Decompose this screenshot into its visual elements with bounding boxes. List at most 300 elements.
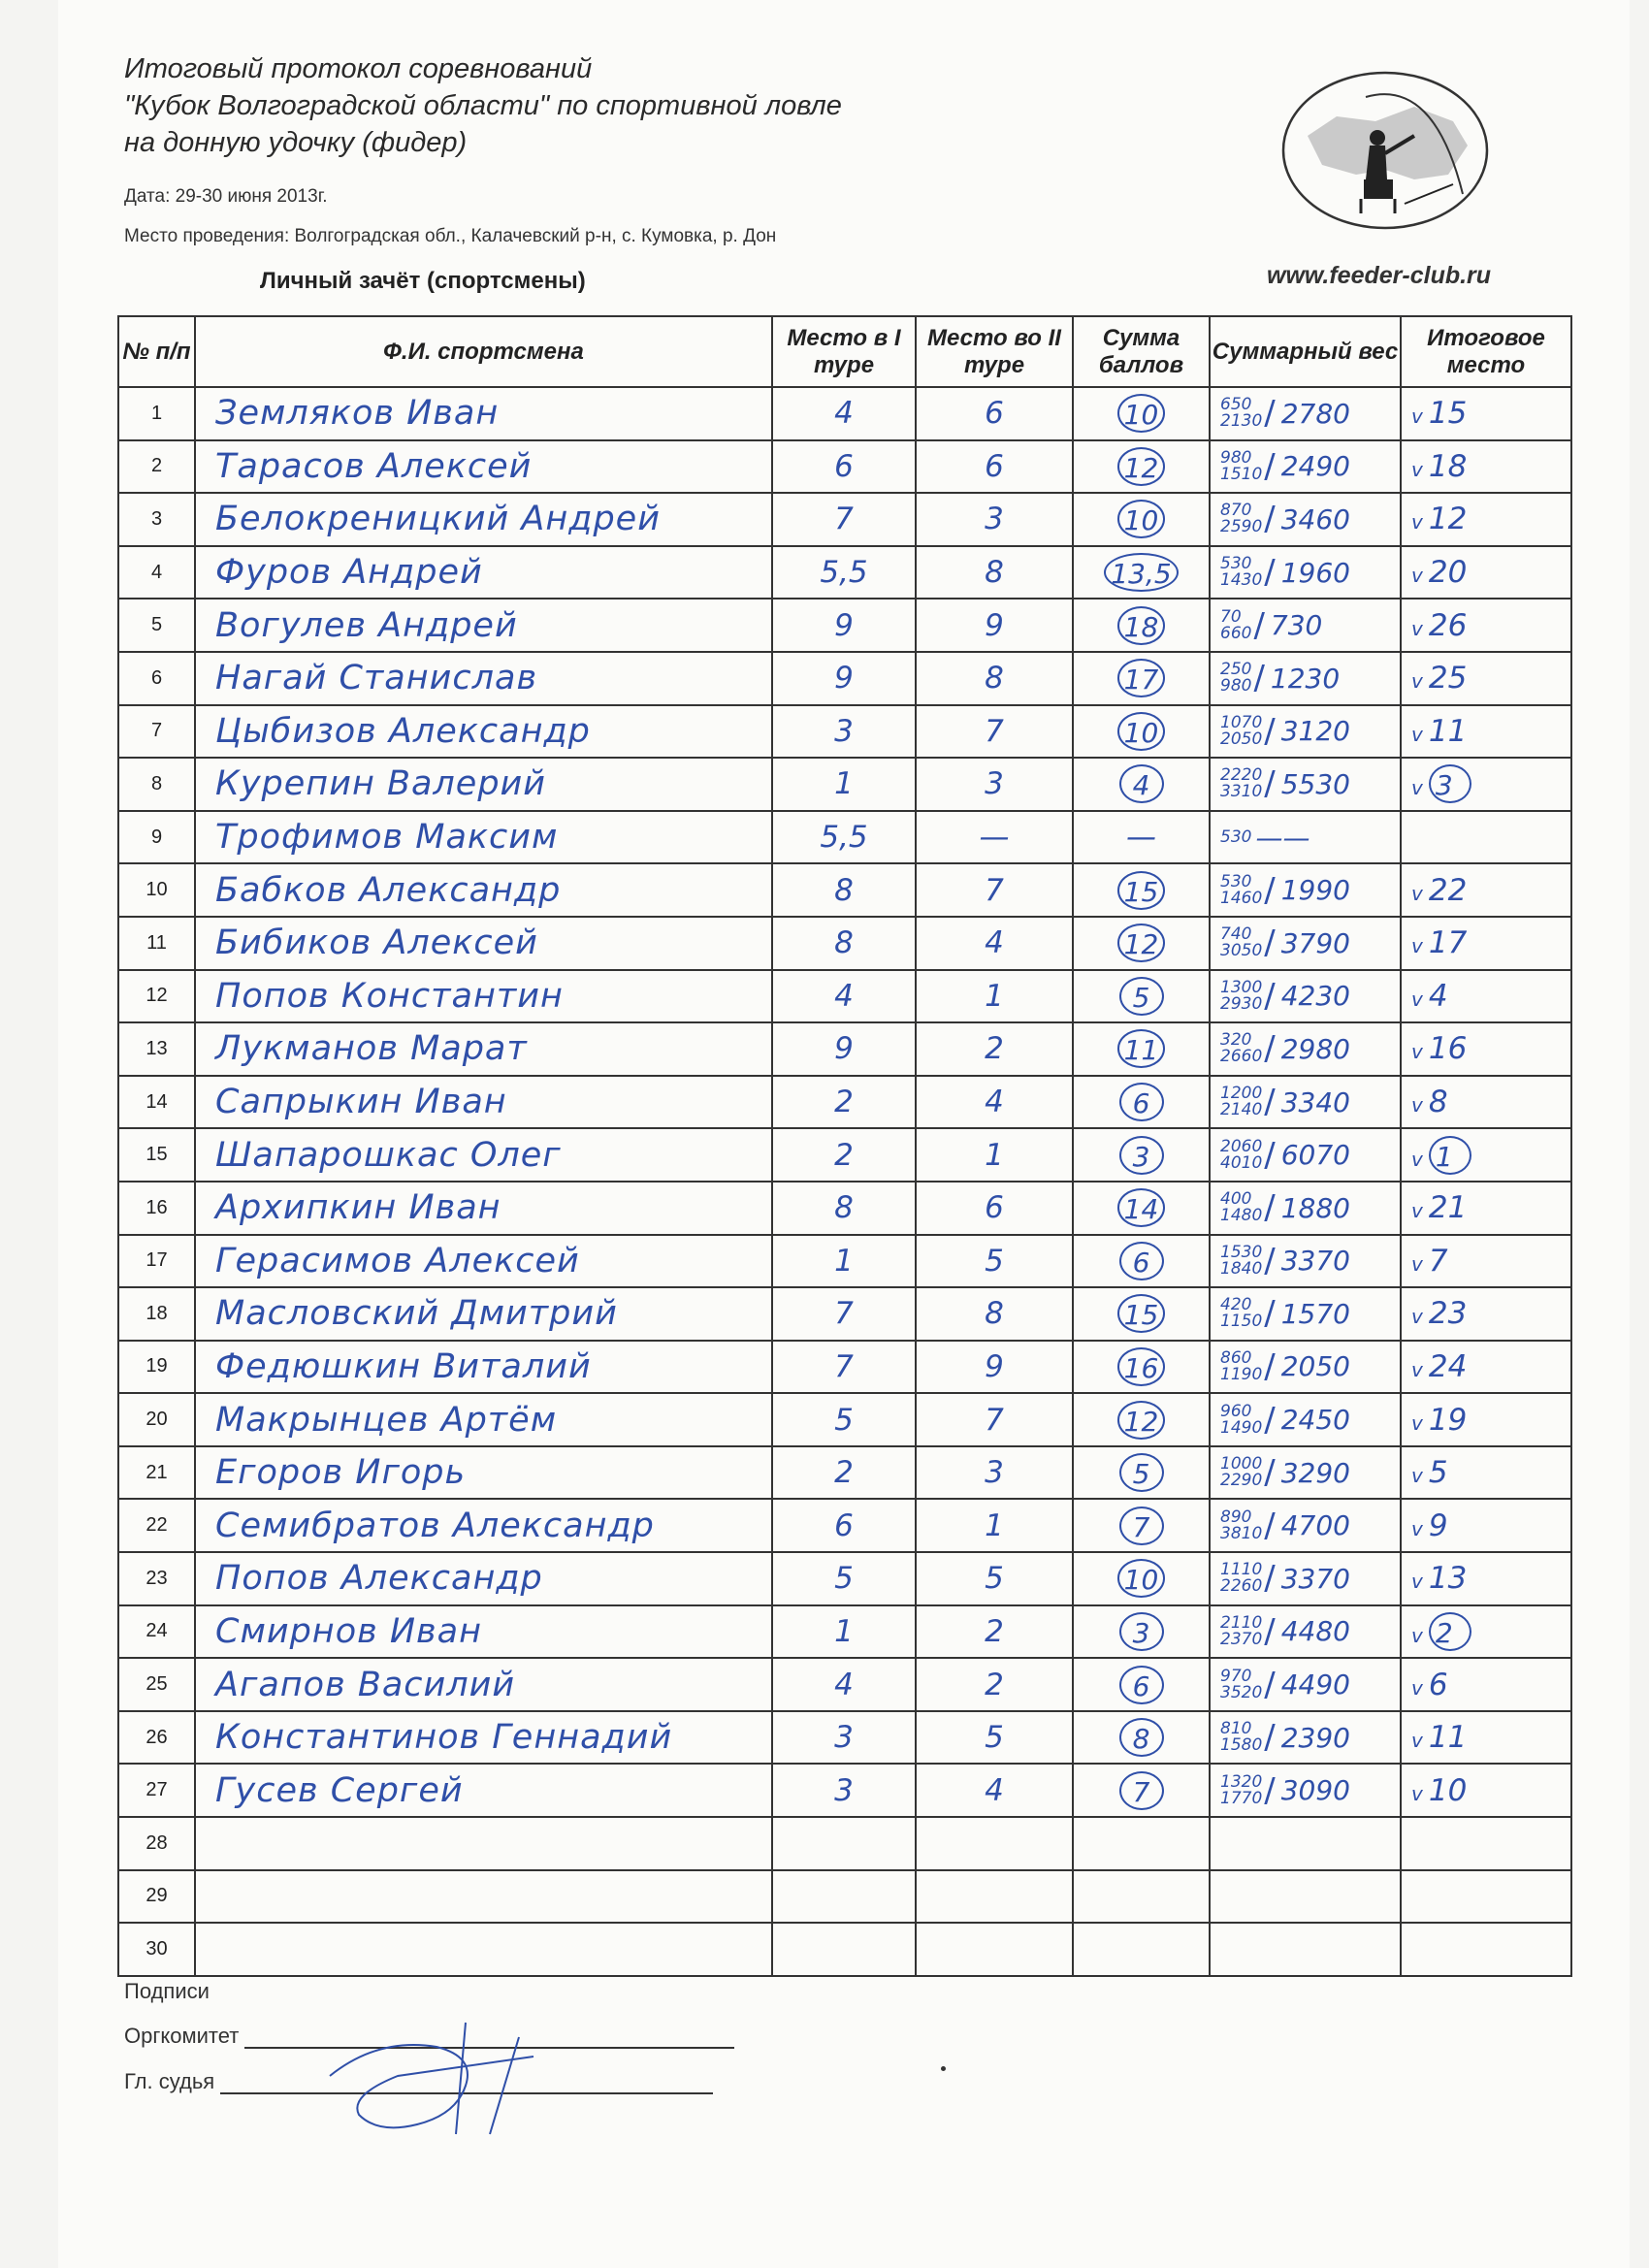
table-row	[118, 1446, 1571, 1500]
cell-final	[1401, 1552, 1571, 1605]
cell-tour1: 1	[772, 1235, 916, 1288]
cell-sum	[1073, 652, 1210, 705]
weight-tour1: 530	[1220, 871, 1252, 891]
cell-tour1: 3	[772, 1711, 916, 1765]
final-value: 3	[1435, 769, 1453, 802]
cell-num: 17	[118, 1235, 195, 1288]
sum-value: 12	[1123, 928, 1159, 961]
cell-weight	[1210, 546, 1401, 599]
cell-name: Константинов Геннадий	[195, 1711, 772, 1765]
cell-sum	[1073, 917, 1210, 970]
sum-circle	[1119, 764, 1164, 803]
cell-num: 6	[118, 652, 195, 705]
sum-circle	[1117, 606, 1166, 645]
table-row	[118, 1235, 1571, 1288]
weight-tour1: 420	[1220, 1295, 1252, 1315]
final-value: 23	[1428, 1296, 1468, 1332]
weight-total: 2050	[1280, 1350, 1350, 1383]
sum-circle	[1117, 1294, 1166, 1333]
sum-circle	[1117, 923, 1166, 962]
cell-weight	[1210, 1341, 1401, 1394]
sum-circle	[1119, 1771, 1164, 1810]
cell-name: Смирнов Иван	[195, 1605, 772, 1659]
weight-total: 2780	[1280, 397, 1350, 430]
weight-tour1: 1000	[1220, 1454, 1263, 1474]
table-row	[118, 705, 1571, 759]
final-value: 22	[1428, 872, 1468, 908]
cell-tour1: 4	[772, 970, 916, 1023]
cell-num: 3	[118, 493, 195, 546]
table-row	[118, 1499, 1571, 1552]
cell-tour2: 9	[916, 1341, 1073, 1394]
sum-value: 15	[1123, 1299, 1159, 1332]
final-value: 13	[1428, 1561, 1468, 1597]
cell-weight	[1210, 1128, 1401, 1182]
cell-tour2: 8	[916, 1287, 1073, 1341]
weight-entry	[1211, 1771, 1400, 1810]
cell-weight	[1210, 1658, 1401, 1711]
check-mark: v	[1411, 1357, 1423, 1381]
weight-entry	[1211, 1718, 1400, 1757]
cell-sum	[1073, 811, 1210, 864]
weight-parts	[1220, 926, 1262, 959]
cell-tour2: 1	[916, 1499, 1073, 1552]
sum-value: 10	[1123, 504, 1159, 537]
weight-slash: /	[1264, 500, 1276, 539]
weight-slash: /	[1264, 1506, 1276, 1545]
cell-name: Белокреницкий Андрей	[195, 493, 772, 546]
table-row	[118, 1923, 1571, 1976]
weight-parts	[1220, 1509, 1262, 1542]
final-value: 10	[1428, 1772, 1468, 1808]
cell-tour1: 5	[772, 1552, 916, 1605]
cell-name: Бибиков Алексей	[195, 917, 772, 970]
cell-name: Семибратов Александр	[195, 1499, 772, 1552]
weight-total: 3370	[1280, 1245, 1350, 1278]
final-circle	[1429, 1136, 1471, 1175]
orgcom-label: Оргкомитет	[124, 2024, 240, 2048]
table-row	[118, 493, 1571, 546]
weight-parts	[1220, 871, 1263, 908]
sum-value: 3	[1132, 1616, 1150, 1649]
cell-weight	[1210, 1287, 1401, 1341]
cell-tour2: 5	[916, 1711, 1073, 1765]
cell-weight	[1210, 599, 1401, 652]
cell-num: 26	[118, 1711, 195, 1765]
weight-total: 3090	[1280, 1774, 1350, 1807]
cell-name: Агапов Василий	[195, 1658, 772, 1711]
cell-name: Нагай Станислав	[195, 652, 772, 705]
weight-total: 1960	[1280, 556, 1350, 589]
cell-num: 30	[118, 1923, 195, 1976]
weight-tour1: 860	[1220, 1347, 1252, 1368]
cell-sum	[1073, 1923, 1210, 1976]
cell-weight	[1210, 1923, 1401, 1976]
weight-total: ——	[1255, 821, 1310, 854]
cell-final	[1401, 1128, 1571, 1182]
weight-total: 3370	[1280, 1562, 1350, 1595]
cell-tour1: 7	[772, 1341, 916, 1394]
weight-tour1: 810	[1220, 1719, 1252, 1739]
sum-circle	[1117, 712, 1166, 751]
cell-final	[1401, 1446, 1571, 1500]
cell-tour1: 6	[772, 1499, 916, 1552]
table-row	[118, 1341, 1571, 1394]
sum-value: 10	[1123, 716, 1159, 749]
cell-final	[1401, 970, 1571, 1023]
table-row	[118, 1182, 1571, 1235]
table-row	[118, 1817, 1571, 1870]
weight-slash: /	[1253, 659, 1265, 698]
cell-tour2	[916, 1817, 1073, 1870]
check-mark: v	[1411, 405, 1423, 429]
cell-name: Шапарошкас Олег	[195, 1128, 772, 1182]
weight-total: 4700	[1280, 1509, 1350, 1542]
cell-name	[195, 1923, 772, 1976]
weight-entry	[1211, 1347, 1400, 1386]
cell-num: 22	[118, 1499, 195, 1552]
check-mark: v	[1411, 1093, 1423, 1118]
weight-tour2: 1770	[1220, 1788, 1263, 1808]
weight-tour2: 1840	[1220, 1258, 1263, 1279]
weight-tour1: 1320	[1220, 1771, 1263, 1792]
table-row	[118, 811, 1571, 864]
weight-parts	[1220, 556, 1262, 589]
final-value: 17	[1428, 925, 1468, 961]
header-weight: Суммарный вес	[1210, 316, 1401, 387]
weight-entry	[1211, 1401, 1400, 1440]
sum-value: 6	[1132, 1087, 1150, 1120]
weight-total: 4230	[1280, 980, 1350, 1013]
table-row	[118, 1605, 1571, 1659]
cell-sum	[1073, 546, 1210, 599]
weight-entry	[1211, 1294, 1400, 1333]
final-circle	[1429, 764, 1471, 803]
check-mark: v	[1411, 669, 1423, 694]
weight-total: 1570	[1280, 1297, 1350, 1330]
header-num: № п/п	[118, 316, 195, 387]
table-row	[118, 599, 1571, 652]
cell-num: 9	[118, 811, 195, 864]
table-row	[118, 1552, 1571, 1605]
weight-total: 5530	[1280, 767, 1350, 800]
weight-entry	[1211, 1507, 1400, 1545]
weight-tour1: 1110	[1220, 1560, 1263, 1580]
weight-tour1: 70	[1220, 606, 1242, 627]
cell-name: Федюшкин Виталий	[195, 1341, 772, 1394]
weight-total: 3290	[1280, 1456, 1350, 1489]
weight-total: 1230	[1270, 662, 1341, 695]
final-value: 16	[1428, 1031, 1468, 1067]
cell-final	[1401, 493, 1571, 546]
cell-tour1: 8	[772, 863, 916, 917]
cell-tour2: 5	[916, 1552, 1073, 1605]
weight-parts	[1220, 1562, 1262, 1595]
weight-tour2: 1480	[1220, 1206, 1263, 1226]
weight-tour2: 3050	[1220, 941, 1263, 961]
weight-entry	[1211, 871, 1400, 910]
table-row	[118, 440, 1571, 494]
weight-parts	[1220, 1721, 1262, 1754]
weight-parts	[1220, 662, 1251, 695]
weight-tour2: 4010	[1220, 1152, 1263, 1173]
cell-weight	[1210, 1817, 1401, 1870]
weight-entry	[1211, 1029, 1400, 1068]
cell-tour2: 7	[916, 863, 1073, 917]
weight-parts	[1220, 1771, 1263, 1808]
sum-value: 4	[1132, 769, 1150, 802]
weight-entry	[1211, 1242, 1400, 1280]
weight-tour1: 740	[1220, 924, 1252, 945]
check-mark: v	[1411, 776, 1423, 800]
cell-sum	[1073, 1128, 1210, 1182]
cell-num: 21	[118, 1446, 195, 1500]
sum-circle	[1119, 1136, 1164, 1175]
cell-sum	[1073, 1870, 1210, 1924]
final-value: 1	[1435, 1140, 1453, 1173]
weight-slash: /	[1264, 1083, 1276, 1122]
cell-tour1: 1	[772, 1605, 916, 1659]
weight-parts	[1220, 1136, 1263, 1173]
check-mark: v	[1411, 1040, 1423, 1064]
cell-final	[1401, 1711, 1571, 1765]
sum-value: 6	[1132, 1246, 1150, 1279]
cell-name: Масловский Дмитрий	[195, 1287, 772, 1341]
cell-tour2: 8	[916, 546, 1073, 599]
cell-tour2: 2	[916, 1022, 1073, 1076]
weight-tour2: 2290	[1220, 1471, 1263, 1491]
cell-tour1	[772, 1817, 916, 1870]
final-value: 12	[1428, 502, 1468, 537]
weight-entry	[1211, 447, 1400, 486]
weight-total: 4490	[1280, 1669, 1350, 1701]
cell-tour1: 8	[772, 1182, 916, 1235]
cell-final	[1401, 758, 1571, 811]
cell-name: Попов Константин	[195, 970, 772, 1023]
weight-tour1: 2220	[1220, 765, 1263, 786]
cell-name	[195, 1870, 772, 1924]
weight-slash: /	[1264, 446, 1276, 486]
final-value: 18	[1428, 448, 1468, 484]
title-line-1: Итоговый протокол соревнований	[124, 53, 593, 84]
cell-final	[1401, 1605, 1571, 1659]
cell-name	[195, 1817, 772, 1870]
signatures-heading: Подписи	[124, 1979, 210, 2003]
sum-circle	[1117, 1029, 1166, 1068]
check-mark: v	[1411, 564, 1423, 588]
check-mark: v	[1411, 1410, 1423, 1435]
cell-tour1: 5	[772, 1393, 916, 1446]
weight-tour2: 1150	[1220, 1312, 1263, 1332]
weight-tour1: 1300	[1220, 977, 1263, 997]
sum-value: —	[1126, 820, 1156, 856]
weight-entry	[1211, 977, 1400, 1016]
weight-slash: /	[1264, 1188, 1276, 1228]
cell-final	[1401, 1341, 1571, 1394]
sum-value: 18	[1123, 610, 1159, 643]
cell-sum	[1073, 1341, 1210, 1394]
cell-tour2: 3	[916, 493, 1073, 546]
cell-weight	[1210, 705, 1401, 759]
table-row	[118, 546, 1571, 599]
final-value: 19	[1428, 1402, 1468, 1438]
weight-entry	[1211, 764, 1400, 803]
cell-tour2: 4	[916, 1764, 1073, 1817]
cell-tour1: 3	[772, 1764, 916, 1817]
cell-weight	[1210, 970, 1401, 1023]
cell-weight	[1210, 1393, 1401, 1446]
cell-sum	[1073, 1817, 1210, 1870]
cell-sum	[1073, 1605, 1210, 1659]
cell-final	[1401, 440, 1571, 494]
header-name: Ф.И. спортсмена	[195, 316, 772, 387]
cell-weight	[1210, 1870, 1401, 1924]
weight-slash: /	[1264, 1241, 1276, 1280]
weight-tour2: 1460	[1220, 888, 1263, 908]
cell-weight	[1210, 1446, 1401, 1500]
cell-tour1: 6	[772, 440, 916, 494]
weight-total: 3340	[1280, 1085, 1350, 1118]
cell-tour1: 9	[772, 652, 916, 705]
weight-parts	[1220, 1242, 1263, 1279]
cell-num: 23	[118, 1552, 195, 1605]
final-value: 24	[1428, 1348, 1468, 1384]
cell-weight	[1210, 1022, 1401, 1076]
cell-tour1: 4	[772, 387, 916, 440]
cell-name: Фуров Андрей	[195, 546, 772, 599]
weight-entry	[1211, 659, 1400, 697]
cell-final	[1401, 1499, 1571, 1552]
weight-tour1: 970	[1220, 1666, 1252, 1686]
weight-total: 6070	[1280, 1139, 1350, 1172]
table-row	[118, 1393, 1571, 1446]
sum-circle	[1119, 1453, 1164, 1492]
sum-value: 12	[1123, 451, 1159, 484]
weight-tour2: 3310	[1220, 782, 1263, 802]
cell-name: Лукманов Марат	[195, 1022, 772, 1076]
table-row	[118, 387, 1571, 440]
weight-entry	[1211, 1083, 1400, 1121]
cell-tour2: 4	[916, 1076, 1073, 1129]
final-value: 9	[1428, 1507, 1448, 1543]
weight-parts	[1220, 1666, 1263, 1702]
weight-parts	[1220, 606, 1252, 643]
sum-circle	[1119, 1612, 1164, 1651]
cell-tour2: 1	[916, 1128, 1073, 1182]
weight-slash: /	[1264, 1294, 1276, 1334]
weight-entry	[1211, 1612, 1400, 1651]
cell-num: 20	[118, 1393, 195, 1446]
table-row	[118, 970, 1571, 1023]
final-value: 26	[1428, 607, 1468, 643]
sum-circle	[1117, 394, 1166, 433]
cell-weight	[1210, 1499, 1401, 1552]
cell-sum	[1073, 1182, 1210, 1235]
cell-tour2: 2	[916, 1605, 1073, 1659]
sum-circle	[1117, 871, 1166, 910]
sum-value: 15	[1123, 875, 1159, 908]
weight-total: 2490	[1280, 450, 1350, 483]
weight-tour2: 1580	[1220, 1735, 1263, 1756]
weight-slash: /	[1264, 976, 1276, 1016]
cell-tour2	[916, 1923, 1073, 1976]
competition-date: Дата: 29-30 июня 2013г.	[124, 186, 328, 207]
cell-tour1: 7	[772, 1287, 916, 1341]
weight-tour1: 530	[1220, 826, 1252, 847]
cell-tour1: 1	[772, 758, 916, 811]
table-header-row	[118, 316, 1571, 387]
cell-weight	[1210, 863, 1401, 917]
check-mark: v	[1411, 1199, 1423, 1223]
cell-final	[1401, 652, 1571, 705]
cell-num: 28	[118, 1817, 195, 1870]
weight-tour2: 2260	[1220, 1576, 1263, 1597]
sum-circle	[1104, 553, 1178, 592]
cell-num: 29	[118, 1870, 195, 1924]
weight-slash: /	[1264, 923, 1276, 963]
sum-circle	[1117, 500, 1166, 538]
cell-sum	[1073, 1287, 1210, 1341]
weight-tour1: 1200	[1220, 1084, 1263, 1104]
cell-num: 5	[118, 599, 195, 652]
results-table	[117, 315, 1572, 1977]
cell-sum	[1073, 970, 1210, 1023]
final-value: 8	[1428, 1085, 1448, 1120]
cell-name: Гусев Сергей	[195, 1764, 772, 1817]
table-row	[118, 758, 1571, 811]
weight-tour1: 650	[1220, 395, 1252, 415]
table-row	[118, 1287, 1571, 1341]
cell-final	[1401, 546, 1571, 599]
cell-name: Макрынцев Артём	[195, 1393, 772, 1446]
cell-name: Цыбизов Александр	[195, 705, 772, 759]
cell-sum	[1073, 1446, 1210, 1500]
weight-total: 3120	[1280, 715, 1350, 748]
cell-tour2: 4	[916, 917, 1073, 970]
weight-parts	[1220, 767, 1262, 800]
weight-tour1: 320	[1220, 1030, 1252, 1051]
weight-slash: /	[1253, 605, 1265, 645]
weight-tour1: 1530	[1220, 1242, 1263, 1262]
cell-num: 12	[118, 970, 195, 1023]
weight-parts	[1220, 1191, 1262, 1224]
cell-name: Егоров Игорь	[195, 1446, 772, 1500]
weight-slash: /	[1264, 870, 1276, 910]
cell-num: 27	[118, 1764, 195, 1817]
cell-weight	[1210, 1076, 1401, 1129]
check-mark: v	[1411, 934, 1423, 958]
weight-tour2: 2930	[1220, 993, 1263, 1014]
weight-tour2: 660	[1220, 623, 1252, 643]
weight-tour1: 400	[1220, 1189, 1252, 1210]
cell-weight	[1210, 1235, 1401, 1288]
weight-entry	[1211, 553, 1400, 592]
final-circle	[1429, 1612, 1471, 1651]
weight-parts	[1220, 977, 1263, 1014]
cell-final	[1401, 1076, 1571, 1129]
cell-tour1: 7	[772, 493, 916, 546]
cell-tour1	[772, 1923, 916, 1976]
weight-tour2: 980	[1220, 676, 1252, 697]
weight-slash: /	[1264, 1770, 1276, 1810]
weight-tour2: 1430	[1220, 570, 1263, 591]
sum-value: 7	[1132, 1510, 1150, 1543]
weight-entry	[1211, 822, 1400, 854]
sum-value: 10	[1123, 1564, 1159, 1597]
document-title	[124, 50, 842, 161]
sum-value: 6	[1132, 1669, 1150, 1702]
ink-dot	[941, 2066, 946, 2071]
